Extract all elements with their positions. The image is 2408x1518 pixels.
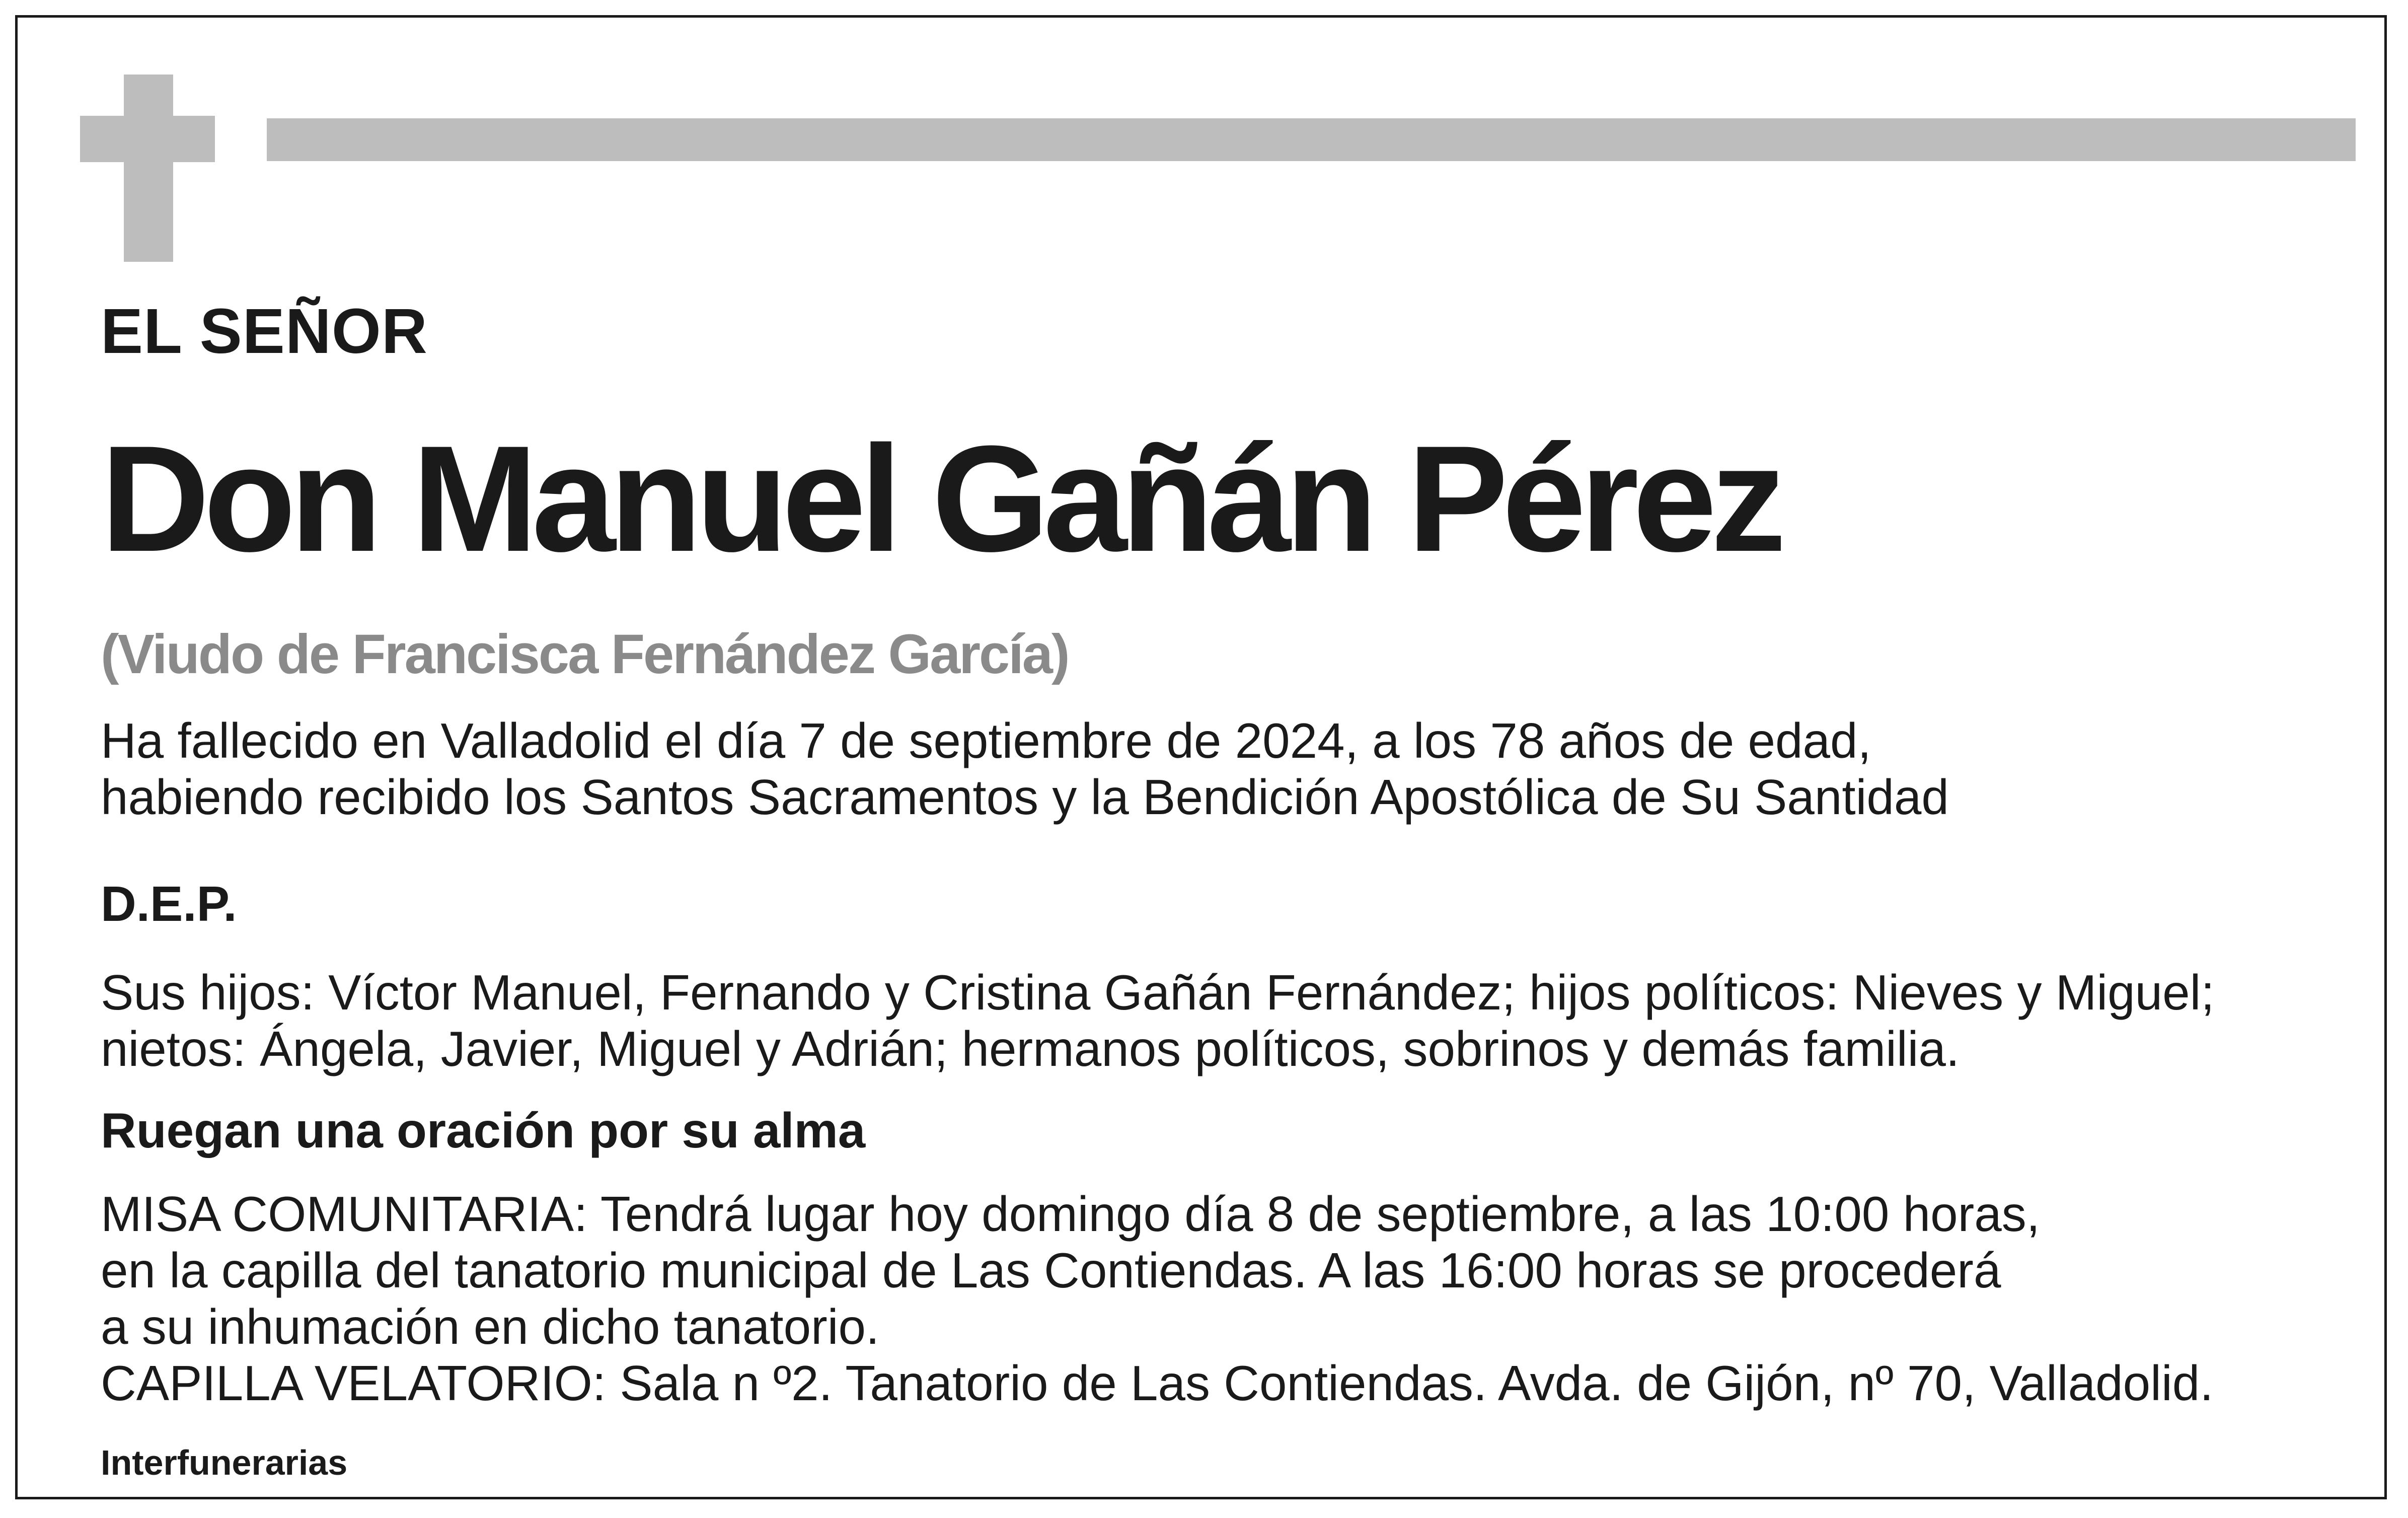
death-line: Ha fallecido en Valladolid el día 7 de septiembre de 2024, a los 78 años de edad, <box>101 713 1871 768</box>
death-line: habiendo recibido los Santos Sacramentos y la Bendición Apostólica de Su Santidad <box>101 769 1949 825</box>
family-line: nietos: Ángela, Javier, Miguel y Adrián; hermanos políticos, sobrinos y demás familia. <box>101 1021 1960 1076</box>
family-line: Sus hijos: Víctor Manuel, Fernando y Cristina Gañán Fernández; hijos políticos: Nieves y Miguel; <box>101 965 2215 1020</box>
service-line: CAPILLA VELATORIO: Sala n º2. Tanatorio de Las Contiendas. Avda. de Gijón, nº 70, Valladolid. <box>101 1355 2214 1411</box>
prayer-request: Ruegan una oración por su alma <box>101 1103 866 1158</box>
service-line: en la capilla del tanatorio municipal de Las Contiendas. A las 16:00 horas se procederá <box>101 1243 2001 1298</box>
cross-icon <box>124 75 173 262</box>
cross-icon-bar <box>80 116 215 162</box>
family-list <box>101 964 2215 1077</box>
funeral-home-credit: Interfunerarias <box>101 1443 348 1482</box>
service-details <box>101 1186 2213 1411</box>
service-line: a su inhumación en dicho tanatorio. <box>101 1299 880 1354</box>
service-line: MISA COMUNITARIA: Tendrá lugar hoy domingo día 8 de septiembre, a las 10:00 horas, <box>101 1186 2040 1242</box>
deceased-name: Don Manuel Gañán Pérez <box>101 414 1780 583</box>
widow-of-line: (Viudo de Francisca Fernández García) <box>101 623 1069 685</box>
obituary-frame <box>15 15 2387 1499</box>
rip-abbreviation: D.E.P. <box>101 876 237 931</box>
intro-heading: EL SEÑOR <box>101 296 428 367</box>
header-rule <box>267 118 2356 161</box>
death-announcement <box>101 712 1949 825</box>
